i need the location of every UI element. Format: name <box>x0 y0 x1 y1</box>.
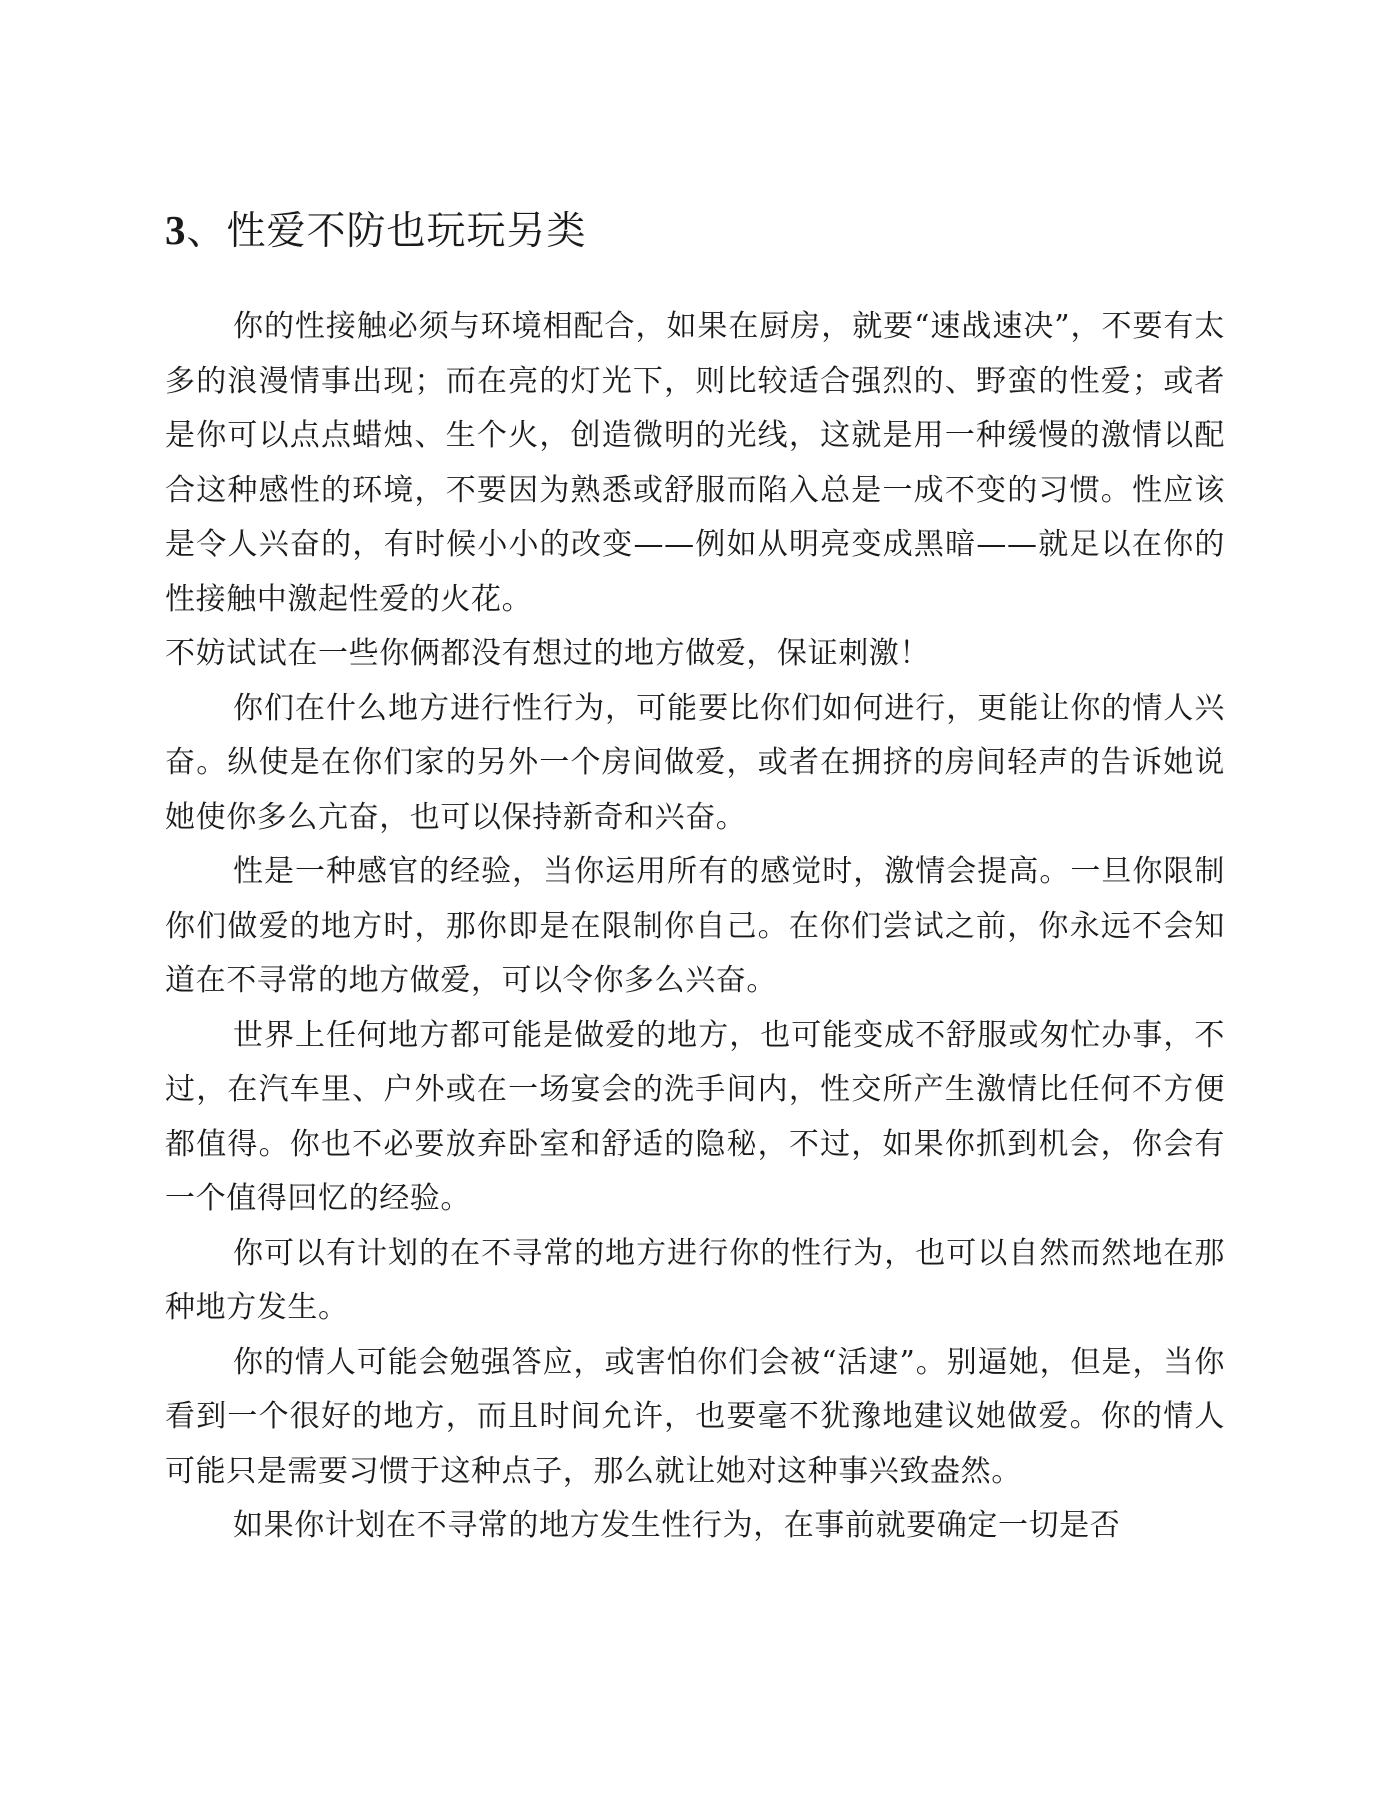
paragraph-3: 你们在什么地方进行性行为，可能要比你们如何进行，更能让你的情人兴奋。纵使是在你们家的另外一个房间做爱，或者在拥挤的房间轻声的告诉她说她使你多么亢奋，也可以保持新奇和兴奋。 <box>165 690 1225 835</box>
paragraph-2: 不妨试试在一些你俩都没有想过的地方做爱，保证刺激！ <box>165 636 930 671</box>
paragraph-6: 你可以有计划的在不寻常的地方进行你的性行为，也可以自然而然地在那种地方发生。 <box>165 1235 1225 1325</box>
document-body <box>165 200 1225 1554</box>
section-number: 3 <box>165 207 187 253</box>
paragraph-4: 性是一种感官的经验，当你运用所有的感觉时，激情会提高。一旦你限制你们做爱的地方时，那你即是在限制你自己。在你们尝试之前，你永远不会知道在不寻常的地方做爱，可以令你多么兴奋。 <box>165 854 1225 998</box>
paragraph-8: 如果你计划在不寻常的地方发生性行为，在事前就要确定一切是否 <box>233 1508 1121 1543</box>
paragraph-7: 你的情人可能会勉强答应，或害怕你们会被“活逮”。别逼她，但是，当你看到一个很好的地方，而且时间允许，也要毫不犹豫地建议她做爱。你的情人可能只是需要习惯于这种点子，那么就让她对这种事兴致盎然。 <box>165 1344 1225 1489</box>
paragraph-5: 世界上任何地方都可能是做爱的地方，也可能变成不舒服或匆忙办事，不过，在汽车里、户外或在一场宴会的洗手间内，性交所产生激情比任何不方便都值得。你也不必要放弃卧室和舒适的隐秘，不过，如果你抓到机会，你会有一个值得回忆的经验。 <box>165 1017 1225 1216</box>
section-title: 、性爱不防也玩玩另类 <box>186 209 587 254</box>
paragraph-1: 你的性接触必须与环境相配合，如果在厨房，就要“速战速决”，不要有太多的浪漫情事出现；而在亮的灯光下，则比较适合强烈的、野蛮的性爱；或者是你可以点点蜡烛、生个火，创造微明的光线，这就是用一种缓慢的激情以配合这种感性的环境，不要因为熟悉或舒服而陷入总是一成不变的习惯。性应该是令人兴奋的，有时候小小的改变——例如从明亮变成黑暗——就足以在你的性接触中激起性爱的火花。 <box>165 309 1225 617</box>
section-heading <box>165 200 1225 262</box>
